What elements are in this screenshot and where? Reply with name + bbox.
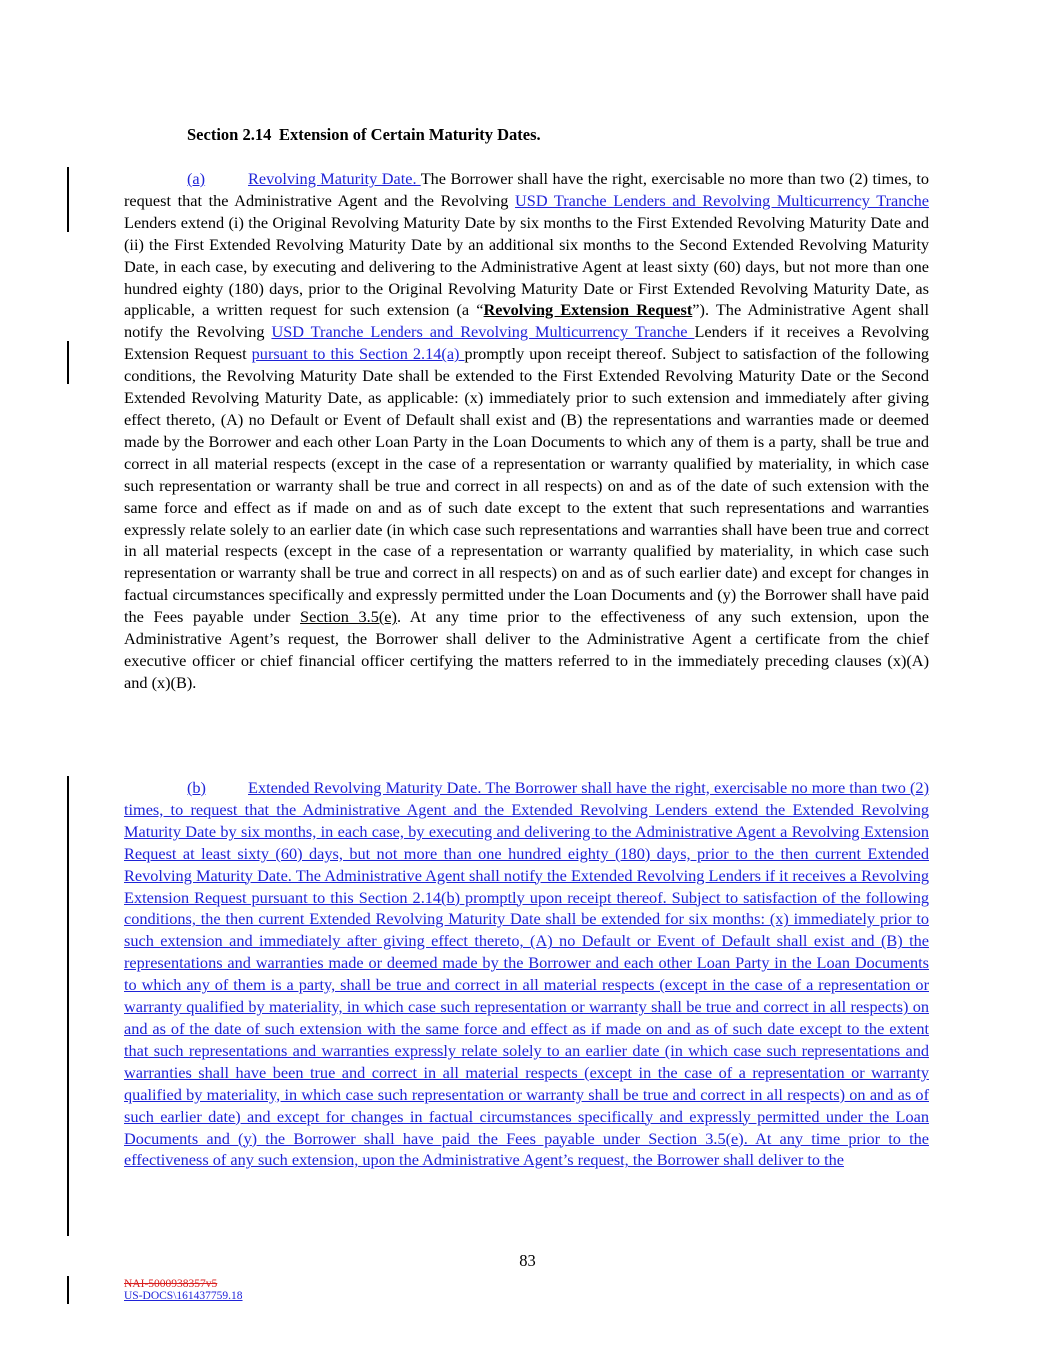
deleted-document-id: NAI-5000938357v5 [124,1278,218,1290]
section-heading [187,124,541,146]
section-number: Section 2.14 [187,125,272,144]
paragraph-a-title: Revolving Maturity Date. [248,169,421,188]
paragraph-b-label: (b) [187,778,206,797]
section-title: Extension of Certain Maturity Dates. [279,125,541,144]
inserted-document-id: US-DOCS\161437759.18 [124,1290,243,1302]
paragraph-a-text-4: Lenders if it receives a Revolving Extension Request [124,322,930,364]
paragraph-a-text-5: promptly upon receipt thereof. Subject to satisfaction of the following conditions, the Revolving Maturity Date shall be extended to the First Extended Revolving Maturity Date or the Second Extended Revolving Maturity Date, as applicable: (x) immediately prior to such extension and immediately after giving effect thereto, (A) no Default or Event of Default shall exist and (B) the representations and warranties made or deemed made by the Borrower and each other Loan Party in the Loan Documents to which any of them is a party, shall be true and correct in all material respects (except in the case of a representation or warranty qualified by materiality, in which case such representation or warranty shall be true and correct in all respects) on and as of the date of such extension with the same force and effect as if made on and as of such date except to the extent that such representations and warranties expressly relate solely to an earlier date (in which case such representations and warranties shall have been true and correct in all material respects (except in the case of a representation or warranty qualified by materiality, in which case such representation or warranty shall be true and correct in all respects) on and as of such earlier date) and except for changes in factual circumstances specifically and expressly permitted under the Loan Documents and (y) the Borrower shall have paid the Fees payable under [124,344,929,627]
change-bar [67,341,69,384]
document-footer [124,1278,243,1302]
change-bar [67,776,69,1236]
defined-term: Revolving Extension Request [483,300,693,320]
paragraph-a-label: (a) [187,169,206,188]
change-bar [67,1276,69,1304]
change-bar [67,167,69,232]
paragraph-b [124,777,929,1171]
cross-reference: Section 3.5(e) [300,607,397,627]
inserted-text: USD Tranche Lenders and Revolving Multicurrency Tranche [271,322,695,342]
paragraph-b-text: Extended Revolving Maturity Date. The Borrower shall have the right, exercisable no more than two (2) times, to request that the Administrative Agent and the Extended Revolving Lenders extend the Extended Revolving Maturity Date by six months, in each case, by executing and delivering to the Administrative Agent a Revolving Extension Request at least sixty (60) days, but not more than one hundred eighty (180) days, prior to the then current Extended Revolving Maturity Date. The Administrative Agent shall notify the Extended Revolving Lenders if it receives a Revolving Extension Request pursuant to this Section 2.14(b) promptly upon receipt thereof. Subject to satisfaction of the following conditions, the then current Extended Revolving Maturity Date shall be extended for six months: (x) immediately prior to such extension and immediately after giving effect thereto, (A) no Default or Event of Default shall exist and (B) the representations and warranties made or deemed made by the Borrower and each other Loan Party in the Loan Documents to which any of them is a party, shall be true and correct in all material respects (except in the case of a representation or warranty qualified by materiality, in which case such representation or warranty shall be true and correct in all respects) on and as of the date of such extension with the same force and effect as if made on and as of such date except to the extent that such representations and warranties expressly relate solely to an earlier date (in which case such representations and warranties shall have been true and correct in all material respects (except in the case of a representation or warranty qualified by materiality, in which case such representation or warranty shall be true and correct in all respects) on and as of such earlier date) and except for changes in factual circumstances specifically and expressly permitted under the Loan Documents and (y) the Borrower shall have paid the Fees payable under Section 3.5(e). At any time prior to the effectiveness of any such extension, upon the Administrative Agent’s request, the Borrower shall deliver to the [124,778,929,1170]
paragraph-a-text-6: . At any time prior to the effectiveness of any such extension, upon the Administrative Agent’s request, the Borrower shall deliver to the Administrative Agent a certificate from the chief executive officer or chief financial officer certifying the matters referred to in the immediately preceding clauses (x)(A) and (x)(B). [124,607,929,692]
paragraph-a [124,168,929,694]
paragraph-a-text-1: The Borrower shall have the right, exercisable no more than two (2) times, to request that the Administrative Agent and the Revolving [124,169,929,210]
page-number: 83 [519,1251,536,1270]
paragraph-a-text-2: Lenders extend (i) the Original Revolving Maturity Date by six months to the First Extended Revolving Maturity Date and (ii) the First Extended Revolving Maturity Date by an additional six months to the Second Extended Revolving Maturity Date, in each case, by executing and delivering to the Administrative Agent at least sixty (60) days, but not more than one hundred eighty (180) days, prior to the Original Revolving Maturity Date or First Extended Revolving Maturity Date, as applicable, a written request for such extension (a “ [124,212,929,320]
inserted-text: pursuant to this Section 2.14(a) [251,344,465,364]
inserted-text: USD Tranche Lenders and Revolving Multicurrency Tranche [515,190,930,210]
paragraph-a-text-3: ”). The Administrative Agent shall notify the Revolving [124,300,929,342]
